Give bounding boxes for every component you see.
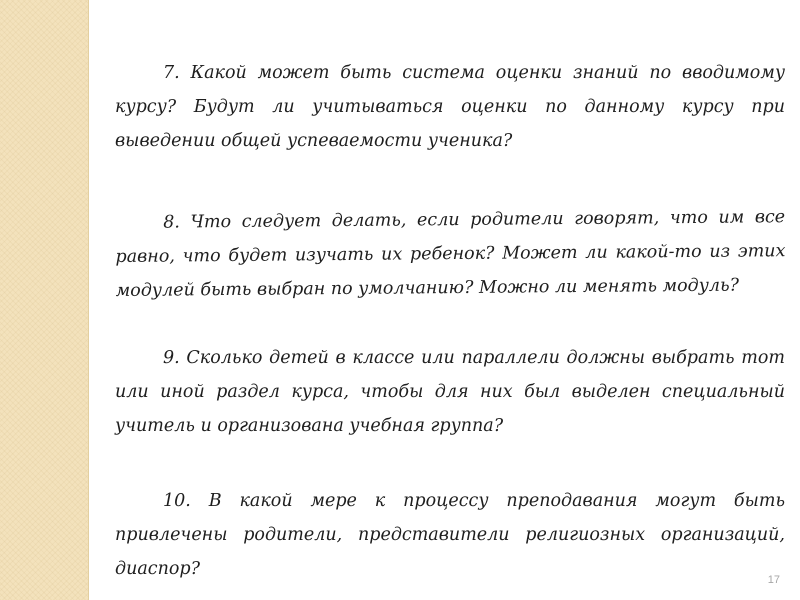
page-number: 17 <box>767 574 780 586</box>
question-9: 9. Сколько детей в классе или параллели должны выбрать тот или иной раздел курса, чтобы для них был выделен специальный учитель и организована учебная группа? <box>115 348 785 436</box>
question-10: 10. В какой мере к процессу преподавания могут быть привлечены родители, представители религиозных организаций, диаспор? <box>115 491 785 579</box>
document-page <box>89 0 800 600</box>
question-7: 7. Какой может быть система оценки знаний по вводимому курсу? Будут ли учитываться оценки по данному курсу при выведении общей успеваемости ученика? <box>115 63 785 151</box>
decorative-side-panel <box>0 0 89 600</box>
question-8: 8. Что следует делать, если родители говорят, что им все равно, что будет изучать их ребенок? Может ли какой-то из этих модулей быть выбран по умолчанию? Можно ли менять модуль? <box>115 207 786 301</box>
